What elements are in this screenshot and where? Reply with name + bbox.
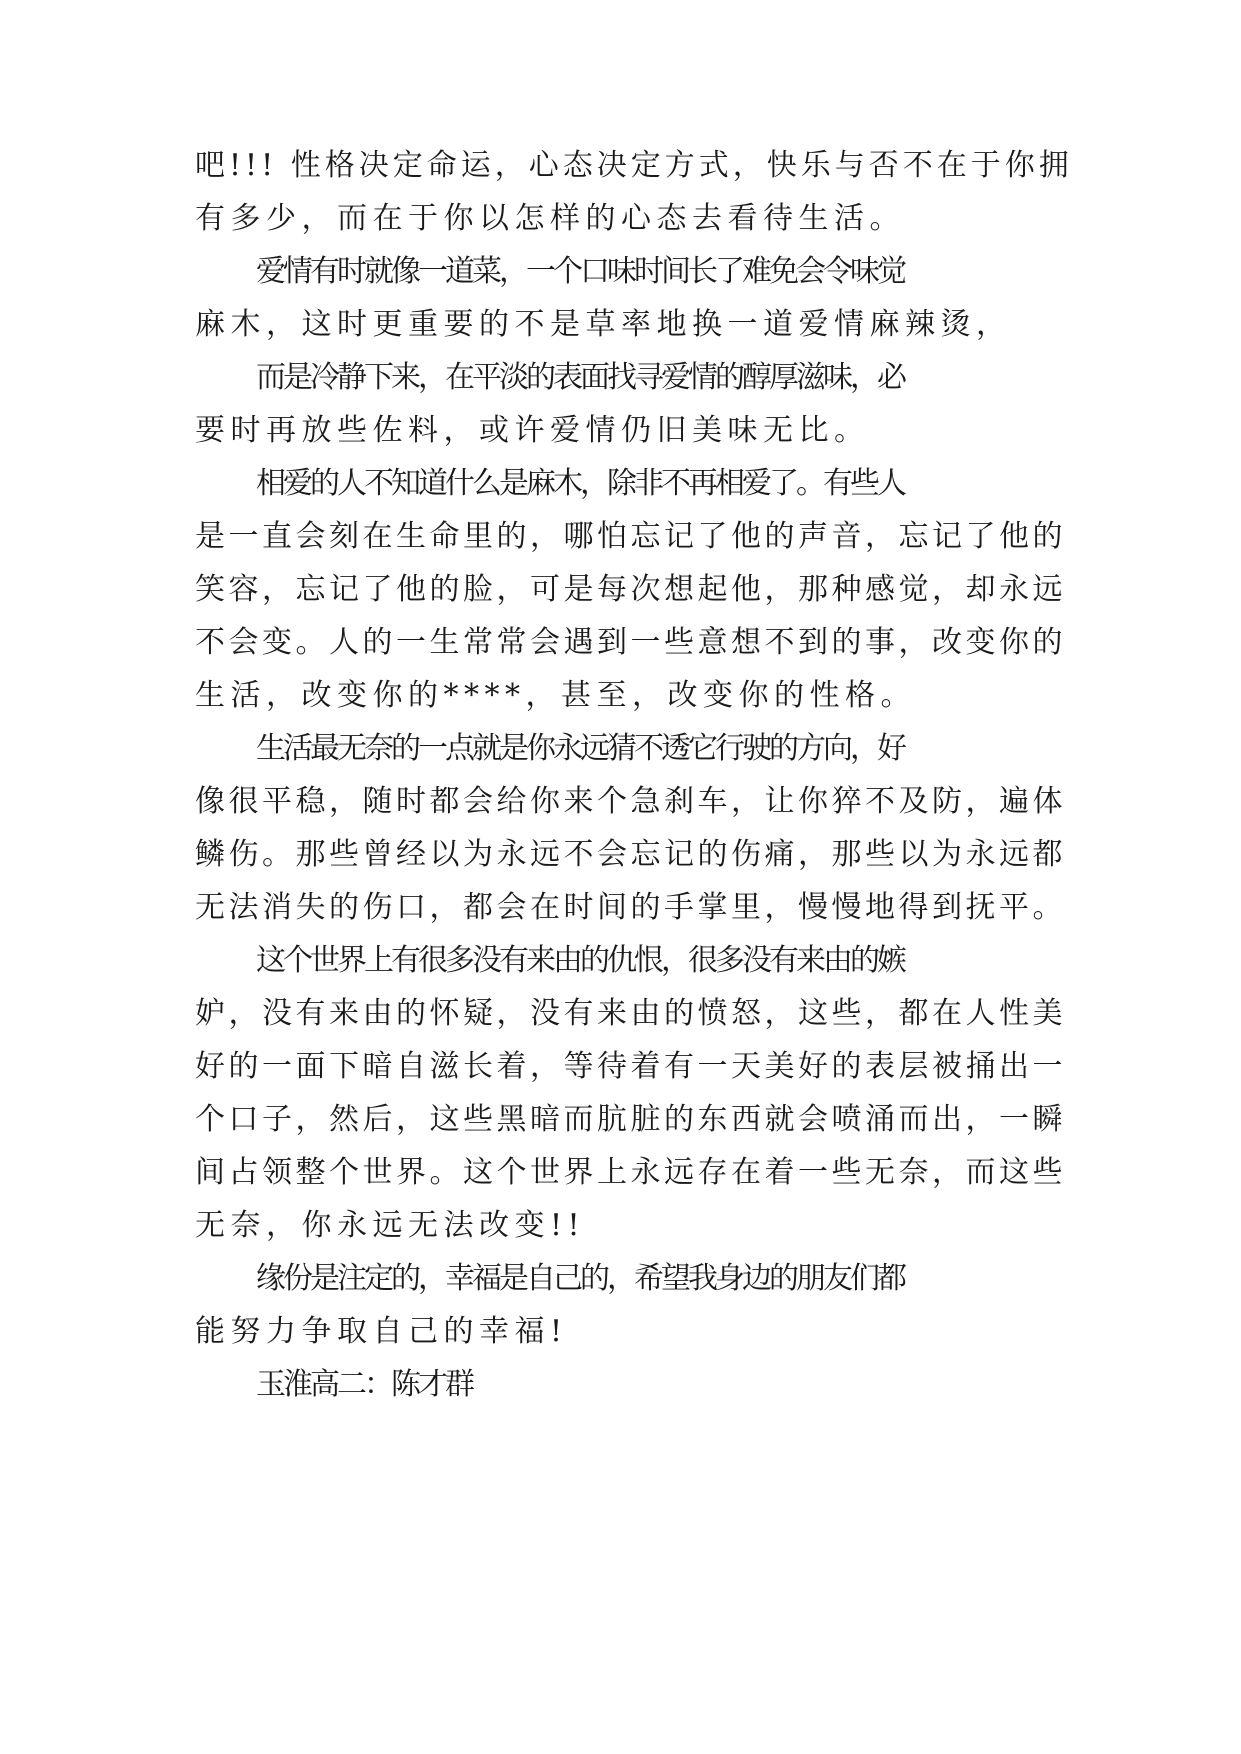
author-signature-line: 玉淮高二：陈才群	[256, 1367, 472, 1402]
text-line: 相爱的人不知道什么是麻木，除非不再相爱了。有些人	[256, 466, 904, 501]
text-line: 个口子，然后，这些黑暗而肮脏的东西就会喷涌而出，一瞬	[195, 1102, 1066, 1137]
text-line: 缘份是注定的，幸福是自己的，希望我身边的朋友们都	[256, 1261, 904, 1296]
text-line: 是一直会刻在生命里的，哪怕忘记了他的声音，忘记了他的	[195, 519, 1066, 554]
text-line: 不会变。人的一生常常会遇到一些意想不到的事，改变你的	[195, 625, 1066, 660]
text-line: 爱情有时就像一道菜，一个口味时间长了难免会令味觉	[256, 254, 904, 289]
text-line: 而是冷静下来，在平淡的表面找寻爱情的醇厚滋味，必	[256, 360, 904, 395]
text-line: 能努力争取自己的幸福!	[195, 1314, 568, 1349]
text-line: 无法消失的伤口，都会在时间的手掌里，慢慢地得到抚平。	[195, 890, 1066, 925]
text-line: 生活，改变你的****，甚至，改变你的性格。	[195, 678, 916, 713]
text-line: 吧!!! 性格决定命运，心态决定方式，快乐与否不在于你拥	[195, 148, 1073, 183]
text-line: 有多少，而在于你以怎样的心态去看待生活。	[195, 201, 905, 236]
text-line: 间占领整个世界。这个世界上永远存在着一些无奈，而这些	[195, 1155, 1066, 1190]
text-line: 好的一面下暗自滋长着，等待着有一天美好的表层被捅出一	[195, 1049, 1066, 1084]
text-line: 麻木，这时更重要的不是草率地换一道爱情麻辣烫，	[195, 307, 1012, 342]
text-line: 妒，没有来由的怀疑，没有来由的愤怒，这些，都在人性美	[195, 996, 1066, 1031]
text-line: 无奈，你永远无法改变!!	[195, 1208, 586, 1243]
text-line: 像很平稳，随时都会给你来个急刹车，让你猝不及防，遍体	[195, 784, 1066, 819]
text-line: 笑容，忘记了他的脸，可是每次想起他，那种感觉，却永远	[195, 572, 1066, 607]
text-line: 鳞伤。那些曾经以为永远不会忘记的伤痛，那些以为永远都	[195, 837, 1066, 872]
text-line: 这个世界上有很多没有来由的仇恨，很多没有来由的嫉	[256, 943, 904, 978]
text-line: 要时再放些佐料，或许爱情仍旧美味无比。	[195, 413, 870, 448]
text-line: 生活最无奈的一点就是你永远猜不透它行驶的方向，好	[256, 731, 904, 766]
